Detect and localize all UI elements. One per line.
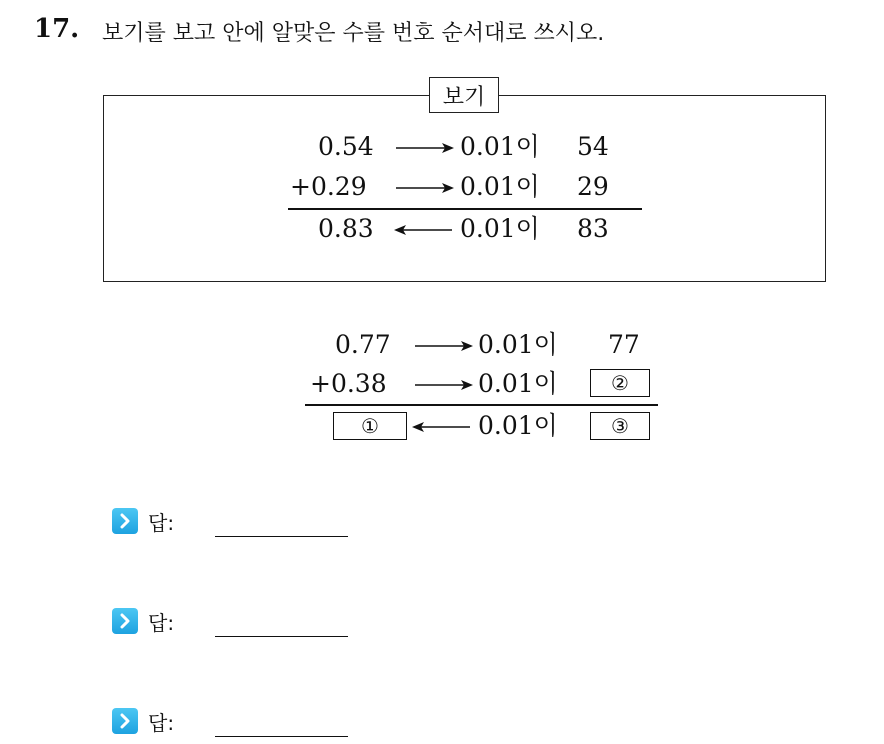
chevron-right-icon: [112, 508, 138, 534]
right-arrow-icon: [394, 172, 454, 202]
right-arrow-icon: [413, 369, 473, 399]
problem-row-2-left: +0.38: [310, 369, 387, 398]
problem-sum-line: [305, 404, 658, 406]
example-row-3-mid: 0.01이: [460, 214, 540, 243]
problem-row-3-mid: 0.01이: [478, 411, 558, 440]
answer-box-3: ③: [590, 412, 650, 440]
example-row-2: [0, 172, 884, 202]
problem-row-2: [0, 369, 884, 399]
example-row-1: [0, 132, 884, 162]
example-row-3: [0, 214, 884, 244]
problem-row-1: [0, 330, 884, 360]
example-sum-line: [288, 208, 642, 210]
example-row-1-left: 0.54: [318, 132, 374, 161]
chevron-right-icon: [112, 608, 138, 634]
example-row-1-right: 54: [577, 132, 609, 161]
example-title: 보기: [429, 77, 499, 113]
example-row-3-right: 83: [577, 214, 609, 243]
answer-row-1: [112, 506, 174, 536]
answer-label: 답:: [148, 710, 175, 735]
example-row-3-left: 0.83: [318, 214, 374, 243]
answer-input-3[interactable]: [215, 736, 348, 737]
problem-row-1-mid: 0.01이: [478, 330, 558, 359]
example-row-2-right: 29: [577, 172, 609, 201]
question-number: 17.: [34, 14, 80, 44]
answer-row-3: [112, 706, 174, 736]
left-arrow-icon: [412, 411, 472, 441]
left-arrow-icon: [394, 214, 454, 244]
problem-row-1-left: 0.77: [335, 330, 391, 359]
answer-input-2[interactable]: [215, 636, 348, 637]
problem-row-1-right: 77: [608, 330, 640, 359]
problem-row-2-mid: 0.01이: [478, 369, 558, 398]
right-arrow-icon: [413, 330, 473, 360]
example-row-2-mid: 0.01이: [460, 172, 540, 201]
example-row-1-mid: 0.01이: [460, 132, 540, 161]
question-text: 보기를 보고 안에 알맞은 수를 번호 순서대로 쓰시오.: [102, 21, 605, 46]
answer-row-2: [112, 606, 174, 636]
answer-label: 답:: [148, 610, 175, 635]
answer-input-1[interactable]: [215, 536, 348, 537]
problem-row-3: [0, 411, 884, 441]
answer-label: 답:: [148, 510, 175, 535]
chevron-right-icon: [112, 708, 138, 734]
example-row-2-left: +0.29: [290, 172, 367, 201]
right-arrow-icon: [394, 132, 454, 162]
answer-box-2: ②: [590, 369, 650, 397]
answer-box-1: ①: [333, 412, 407, 440]
